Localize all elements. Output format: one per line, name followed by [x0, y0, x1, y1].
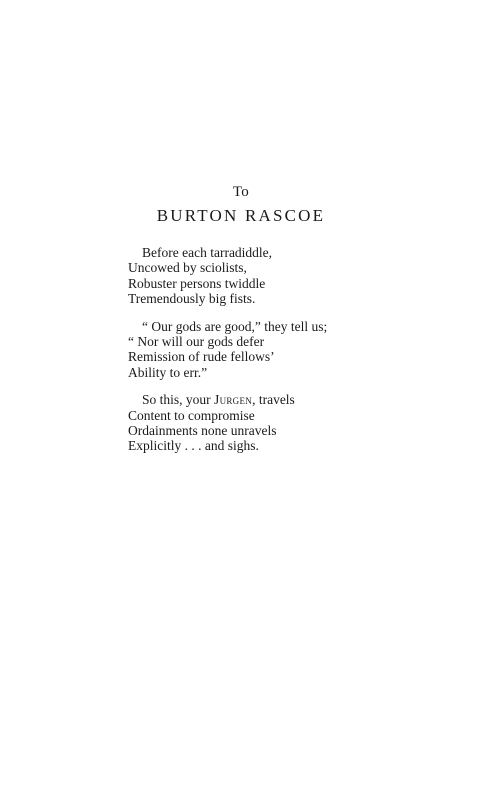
poem-line: Tremendously big fists.	[128, 291, 256, 307]
poem-line: “ Nor will our gods defer	[128, 334, 265, 350]
poem-line: Ability to err.”	[128, 364, 208, 380]
poem-line: Remission of rude fellows’	[128, 349, 275, 365]
poem-line: Content to compromise	[128, 407, 255, 423]
poem-line: Ordainments none unravels	[128, 423, 277, 439]
dedication-recipient: BURTON RASCOE	[156, 206, 326, 225]
poem-line: Before each tarradiddle,	[142, 245, 273, 260]
poem-stanza-1	[128, 245, 428, 307]
poem-stanza-3	[128, 392, 428, 454]
poem-stanza-2	[128, 319, 428, 381]
poem-line: “ Our gods are good,” they tell us;	[142, 318, 328, 334]
poem-line	[128, 392, 428, 407]
poem-line: Uncowed by sciolists,	[128, 260, 247, 276]
poem-line-prefix: So this, your	[142, 392, 215, 408]
dedication-to: To	[232, 184, 250, 200]
poem-line: Robuster persons twiddle	[128, 275, 266, 291]
dedication-poem	[128, 245, 428, 466]
poem-line-suffix: , travels	[252, 392, 295, 408]
poem-line: Explicitly . . . and sighs.	[128, 438, 259, 454]
book-title-jurgen: Jurgen	[214, 392, 253, 408]
